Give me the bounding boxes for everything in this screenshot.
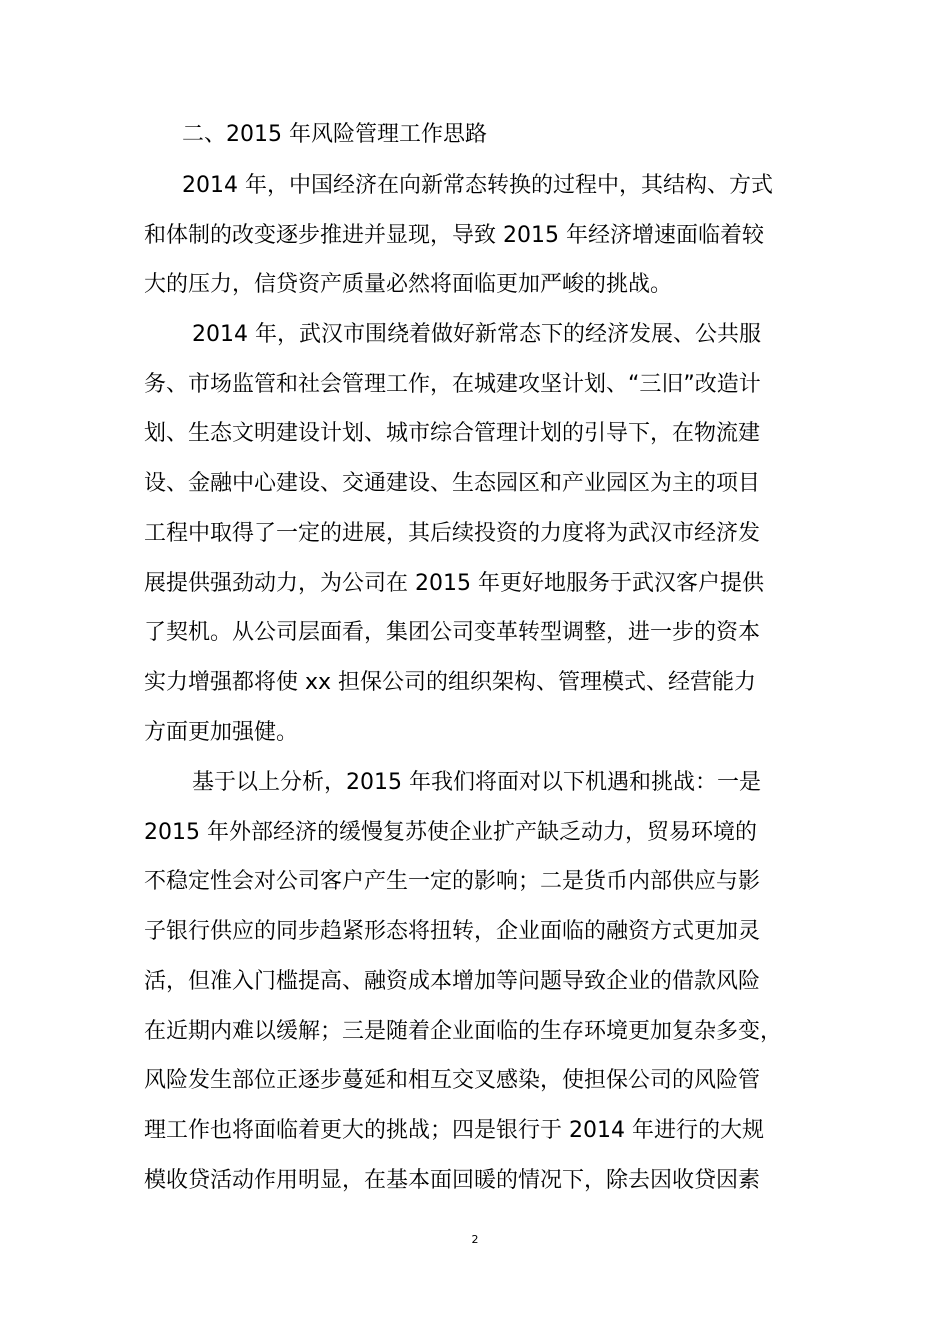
paragraph-line: 风险发生部位正逐步蔓延和相互交叉感染，使担保公司的风险管 — [144, 1068, 761, 1093]
section-heading: 二、2015 年风险管理工作思路 — [182, 122, 487, 147]
paragraph-line: 实力增强都将使 xx 担保公司的组织架构、管理模式、经营能力 — [144, 670, 757, 695]
paragraph-line: 理工作也将面临着更大的挑战；四是银行于 2014 年进行的大规 — [144, 1118, 764, 1143]
paragraph-line: 在近期内难以缓解；三是随着企业面临的生存环境更加复杂多变， — [144, 1019, 783, 1044]
paragraph-line: 2015 年外部经济的缓慢复苏使企业扩产缺乏动力，贸易环境的 — [144, 820, 757, 845]
paragraph-line: 不稳定性会对公司客户产生一定的影响；二是货币内部供应与影 — [144, 869, 761, 894]
paragraph-line: 划、生态文明建设计划、城市综合管理计划的引导下，在物流建 — [144, 421, 761, 446]
paragraph-line: 基于以上分析，2015 年我们将面对以下机遇和挑战：一是 — [192, 770, 761, 795]
paragraph-line: 模收贷活动作用明显，在基本面回暖的情况下，除去因收贷因素 — [144, 1168, 761, 1193]
paragraph-line: 了契机。从公司层面看，集团公司变革转型调整，进一步的资本 — [144, 620, 761, 645]
paragraph-line: 活，但准入门槛提高、融资成本增加等问题导致企业的借款风险 — [144, 969, 761, 994]
paragraph-line: 展提供强劲动力，为公司在 2015 年更好地服务于武汉客户提供 — [144, 571, 764, 596]
page-number: 2 — [471, 1233, 479, 1246]
paragraph-line: 2014 年，武汉市围绕着做好新常态下的经济发展、公共服 — [192, 322, 761, 347]
paragraph-line: 子银行供应的同步趋紧形态将扭转，企业面临的融资方式更加灵 — [144, 919, 761, 944]
paragraph-line: 工程中取得了一定的进展，其后续投资的力度将为武汉市经济发 — [144, 521, 761, 546]
paragraph-line: 设、金融中心建设、交通建设、生态园区和产业园区为主的项目 — [144, 471, 761, 496]
paragraph-line: 务、市场监管和社会管理工作，在城建攻坚计划、“三旧”改造计 — [144, 372, 761, 397]
paragraph-line: 和体制的改变逐步推进并显现，导致 2015 年经济增速面临着较 — [144, 223, 764, 248]
paragraph-line: 方面更加强健。 — [144, 720, 299, 745]
paragraph-line: 大的压力，信贷资产质量必然将面临更加严峻的挑战。 — [144, 272, 673, 297]
paragraph-line: 2014 年，中国经济在向新常态转换的过程中，其结构、方式 — [182, 173, 773, 198]
